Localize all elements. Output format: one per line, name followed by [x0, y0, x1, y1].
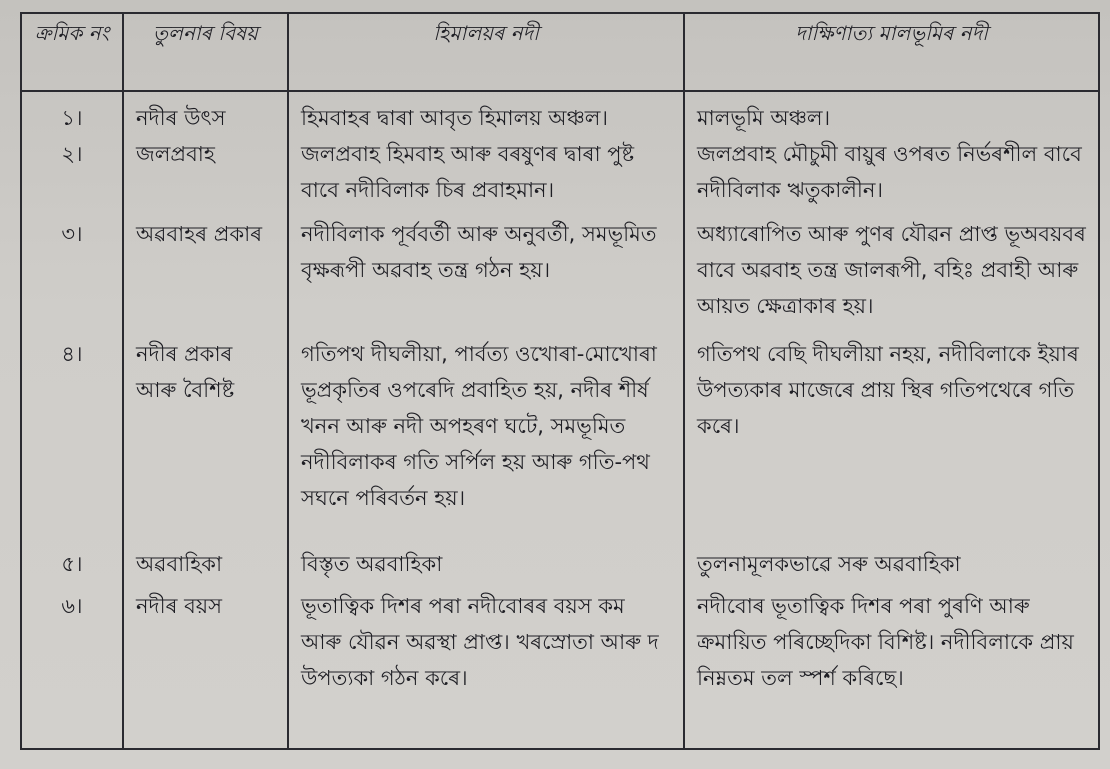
row-peninsular: অধ্যাৰোপিত আৰু পুণৰ যৌৱন প্ৰাপ্ত ভূঅবয়বৰ বাবে অৱবাহ তন্ত্ৰ জালৰূপী, বহিঃ প্ৰবাহী আৰু আয়ত ক্ষেত্ৰাকাৰ হয়। [684, 216, 1099, 336]
row-peninsular: জলপ্ৰবাহ মৌচুমী বায়ুৰ ওপৰত নিৰ্ভৰশীল বাবে নদীবিলাক ঋতুকালীন। [684, 136, 1099, 216]
table-body [21, 91, 1099, 749]
header-comparison-subject: তুলনাৰ বিষয় [123, 13, 288, 91]
header-himalayan-rivers: হিমালয়ৰ নদী [288, 13, 684, 91]
row-number: ৫। [21, 546, 123, 588]
river-comparison-table [20, 12, 1100, 750]
row-peninsular: তুলনামূলকভাৱে সৰু অৱবাহিকা [684, 546, 1099, 588]
row-subject: নদীৰ বয়স [123, 588, 288, 749]
row-subject: জলপ্ৰবাহ [123, 136, 288, 216]
row-himalayan: হিমবাহৰ দ্বাৰা আবৃত হিমালয় অঞ্চল। [288, 91, 684, 136]
row-himalayan: বিস্তৃত অৱবাহিকা [288, 546, 684, 588]
row-himalayan: গতিপথ দীঘলীয়া, পাৰ্বত্য ওখোৰা-মোখোৰা ভূপ্ৰকৃতিৰ ওপৰেদি প্ৰবাহিত হয়, নদীৰ শীৰ্ষ খনন আৰু নদী অপহৰণ ঘটে, সমভূমিত নদীবিলাকৰ গতি সৰ্পিল হয় আৰু গতি-পথ সঘনে পৰিবৰ্তন হয়। [288, 336, 684, 546]
row-number: ১। [21, 91, 123, 136]
table-row [21, 216, 1099, 336]
table-row [21, 136, 1099, 216]
header-peninsular-rivers: দাক্ষিণাত্য মালভূমিৰ নদী [684, 13, 1099, 91]
table-row [21, 588, 1099, 749]
row-number: ৪। [21, 336, 123, 546]
row-subject: অৱবাহিকা [123, 546, 288, 588]
row-peninsular: নদীবোৰ ভূতাত্বিক দিশৰ পৰা পুৰণি আৰু ক্ৰমায়িত পৰিচ্ছেদিকা বিশিষ্ট। নদীবিলাকে প্ৰায় নিম্নতম তল স্পৰ্শ কৰিছে। [684, 588, 1099, 749]
row-himalayan: জলপ্ৰবাহ হিমবাহ আৰু বৰষুণৰ দ্বাৰা পুষ্ট বাবে নদীবিলাক চিৰ প্ৰবাহমান। [288, 136, 684, 216]
row-himalayan: নদীবিলাক পূৰ্ববৰ্তী আৰু অনুবৰ্তী, সমভূমিত বৃক্ষৰূপী অৱবাহ তন্ত্ৰ গঠন হয়। [288, 216, 684, 336]
table-row [21, 336, 1099, 546]
table-row [21, 91, 1099, 136]
table-row [21, 546, 1099, 588]
row-number: ৬। [21, 588, 123, 749]
row-subject: অৱবাহৰ প্ৰকাৰ [123, 216, 288, 336]
header-row [21, 13, 1099, 91]
row-number: ২। [21, 136, 123, 216]
row-number: ৩। [21, 216, 123, 336]
row-subject: নদীৰ উৎস [123, 91, 288, 136]
row-peninsular: গতিপথ বেছি দীঘলীয়া নহয়, নদীবিলাকে ইয়াৰ উপত্যকাৰ মাজেৰে প্ৰায় স্থিৰ গতিপথেৰে গতি কৰে। [684, 336, 1099, 546]
table-header [21, 13, 1099, 91]
row-peninsular: মালভূমি অঞ্চল। [684, 91, 1099, 136]
row-subject: নদীৰ প্ৰকাৰ আৰু বৈশিষ্ট [123, 336, 288, 546]
header-serial-number: ক্ৰমিক নং [21, 13, 123, 91]
row-himalayan: ভূতাত্বিক দিশৰ পৰা নদীবোৰৰ বয়স কম আৰু যৌৱন অৱস্থা প্ৰাপ্ত। খৰস্ৰোতা আৰু দ উপত্যকা গঠন কৰে। [288, 588, 684, 749]
